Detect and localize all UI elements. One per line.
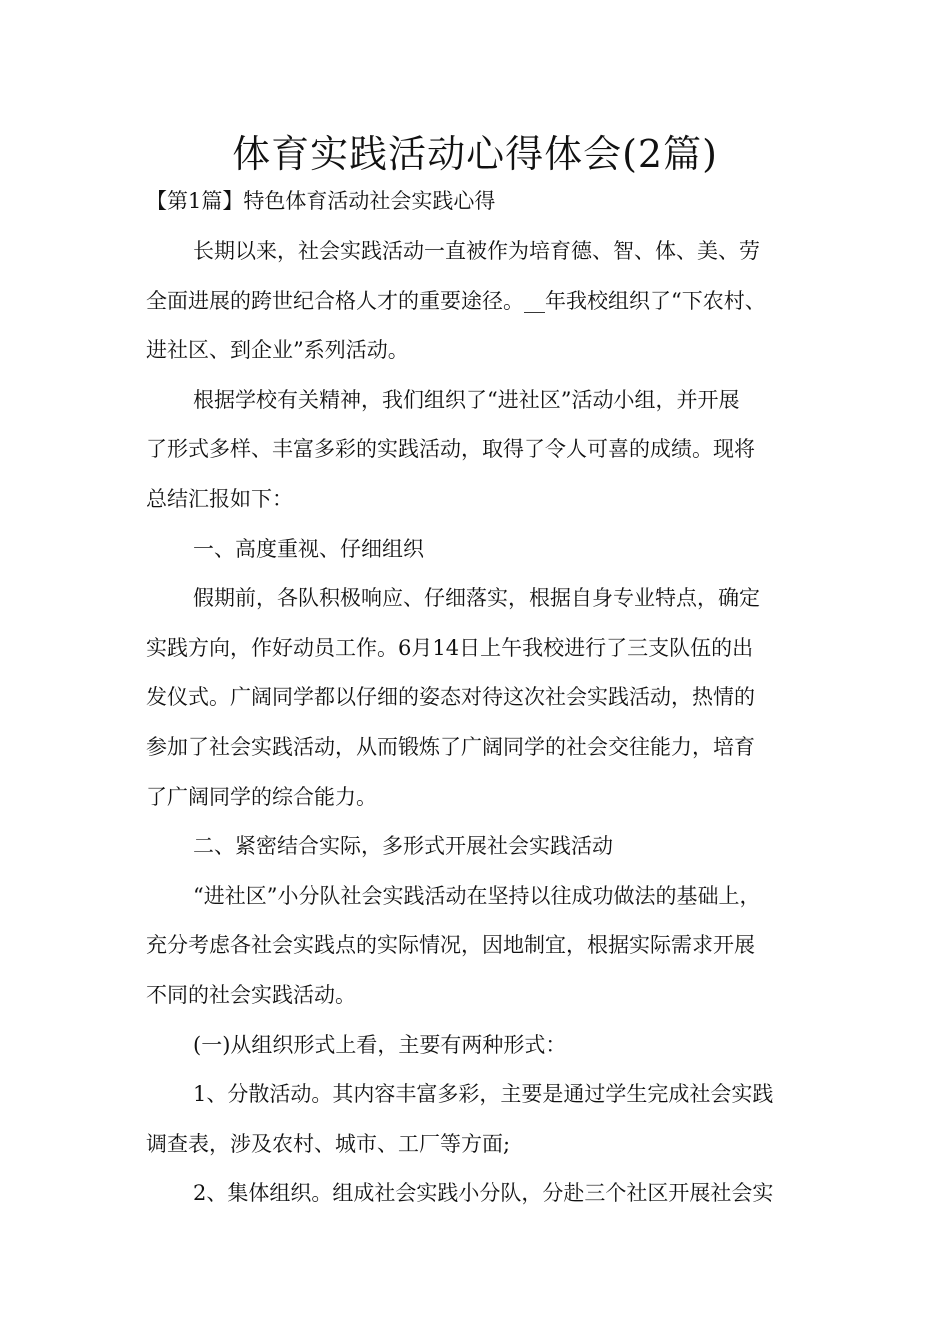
text-line: 长期以来，社会实践活动一直被作为培育德、智、体、美、劳: [193, 239, 760, 263]
text-line: “进社区”小分队社会实践活动在坚持以往成功做法的基础上，: [193, 883, 761, 908]
document-title: 体育实践活动心得体会(2篇): [232, 132, 718, 176]
text-line: 全面进展的跨世纪合格人才的重要途径。__年我校组织了“下农村、: [146, 288, 766, 313]
text-line: (一)从组织形式上看，主要有两种形式：: [193, 1032, 567, 1057]
text-line: 参加了社会实践活动，从而锻炼了广阔同学的社会交往能力，培育: [146, 735, 755, 759]
text-line: 不同的社会实践活动。: [146, 983, 356, 1007]
text-line: 假期前，各队积极响应、仔细落实，根据自身专业特点，确定: [193, 586, 760, 611]
text-line: 了形式多样、丰富多彩的实践活动，取得了令人可喜的成绩。现将: [146, 437, 755, 462]
text-line: 调查表，涉及农村、城市、工厂等方面;: [146, 1131, 511, 1156]
text-line: 一、高度重视、仔细组织: [193, 536, 424, 561]
text-line: 进社区、到企业”系列活动。: [146, 338, 409, 363]
section-heading: 【第1篇】特色体育活动社会实践心得: [146, 189, 496, 213]
text-line: 了广阔同学的综合能力。: [146, 784, 377, 809]
text-line: 1、分散活动。其内容丰富多彩，主要是通过学生完成社会实践: [193, 1082, 774, 1107]
text-line: 实践方向，作好动员工作。6月14日上午我校进行了三支队伍的出: [146, 635, 754, 660]
text-line: 二、紧密结合实际，多形式开展社会实践活动: [193, 834, 613, 859]
text-line: 发仪式。广阔同学都以仔细的姿态对待这次社会实践活动，热情的: [146, 685, 755, 710]
text-line: 2、集体组织。组成社会实践小分队，分赴三个社区开展社会实: [193, 1181, 774, 1206]
text-line: 根据学校有关精神，我们组织了“进社区”活动小组，并开展: [193, 387, 740, 412]
text-line: 充分考虑各社会实践点的实际情况，因地制宜，根据实际需求开展: [146, 933, 755, 958]
text-line: 总结汇报如下：: [146, 487, 293, 511]
